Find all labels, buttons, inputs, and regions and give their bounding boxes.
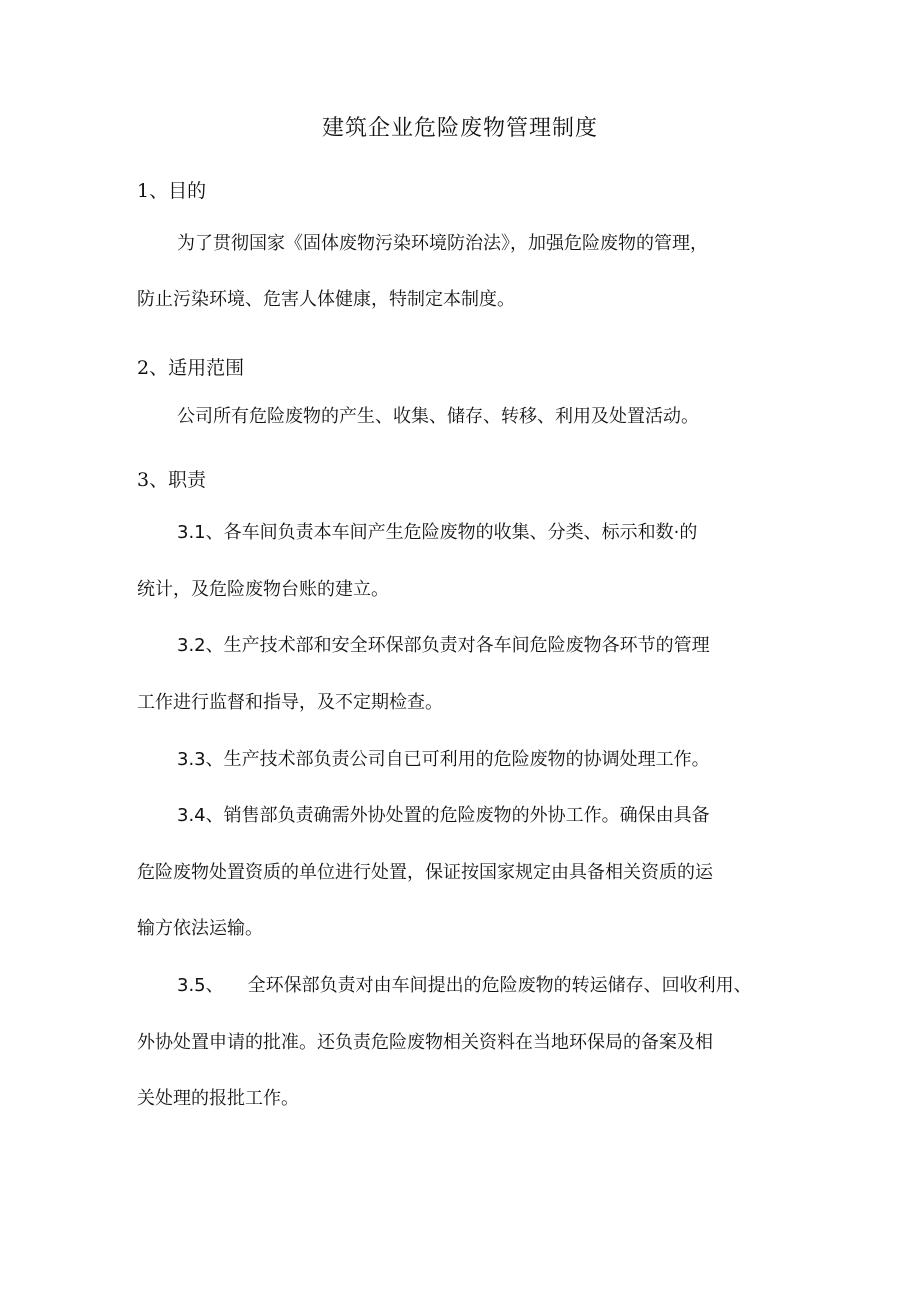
paragraph-line: 关处理的报批工作。 <box>137 1088 299 1109</box>
item-text: 全环保部负责对由车间提出的危险废物的转运储存、回收利用、 <box>247 975 752 996</box>
paragraph-line: 防止污染环境、危害人体健康，特制定本制度。 <box>137 289 515 310</box>
paragraph-line: 输方依法运输。 <box>137 918 263 939</box>
section-heading-scope: 2、适用范围 <box>137 357 245 379</box>
section-heading-purpose: 1、目的 <box>137 180 207 202</box>
paragraph-line: 统计，及危险废物台账的建立。 <box>137 579 389 600</box>
paragraph-line <box>177 972 752 1000</box>
paragraph-line: 危险废物处置资质的单位进行处置，保证按国家规定由具备相关资质的运 <box>137 862 713 883</box>
paragraph-line: 3.1、各车间负责本车间产生危险废物的收集、分类、标示和数·的 <box>177 522 698 543</box>
paragraph-line: 外协处置申请的批准。还负责危险废物相关资料在当地环保局的备案及相 <box>137 1032 713 1053</box>
section-heading-responsibilities: 3、职责 <box>137 469 207 491</box>
paragraph-line: 公司所有危险废物的产生、收集、储存、转移、利用及处置活动。 <box>177 406 699 427</box>
item-number: 3.5、 <box>177 975 224 996</box>
document-title: 建筑企业危险废物管理制度 <box>321 116 598 141</box>
paragraph-line: 3.4、销售部负责确需外协处置的危险废物的外协工作。确保由具备 <box>177 805 710 826</box>
paragraph-line: 工作进行监督和指导，及不定期检查。 <box>137 692 443 713</box>
paragraph-line: 为了贯彻国家《固体废物污染环境防治法》，加强危险废物的管理， <box>177 233 708 254</box>
paragraph-line: 3.2、生产技术部和安全环保部负责对各车间危险废物各环节的管理 <box>177 635 710 656</box>
paragraph-line: 3.3、生产技术部负责公司自已可利用的危险废物的协调处理工作。 <box>177 749 710 770</box>
